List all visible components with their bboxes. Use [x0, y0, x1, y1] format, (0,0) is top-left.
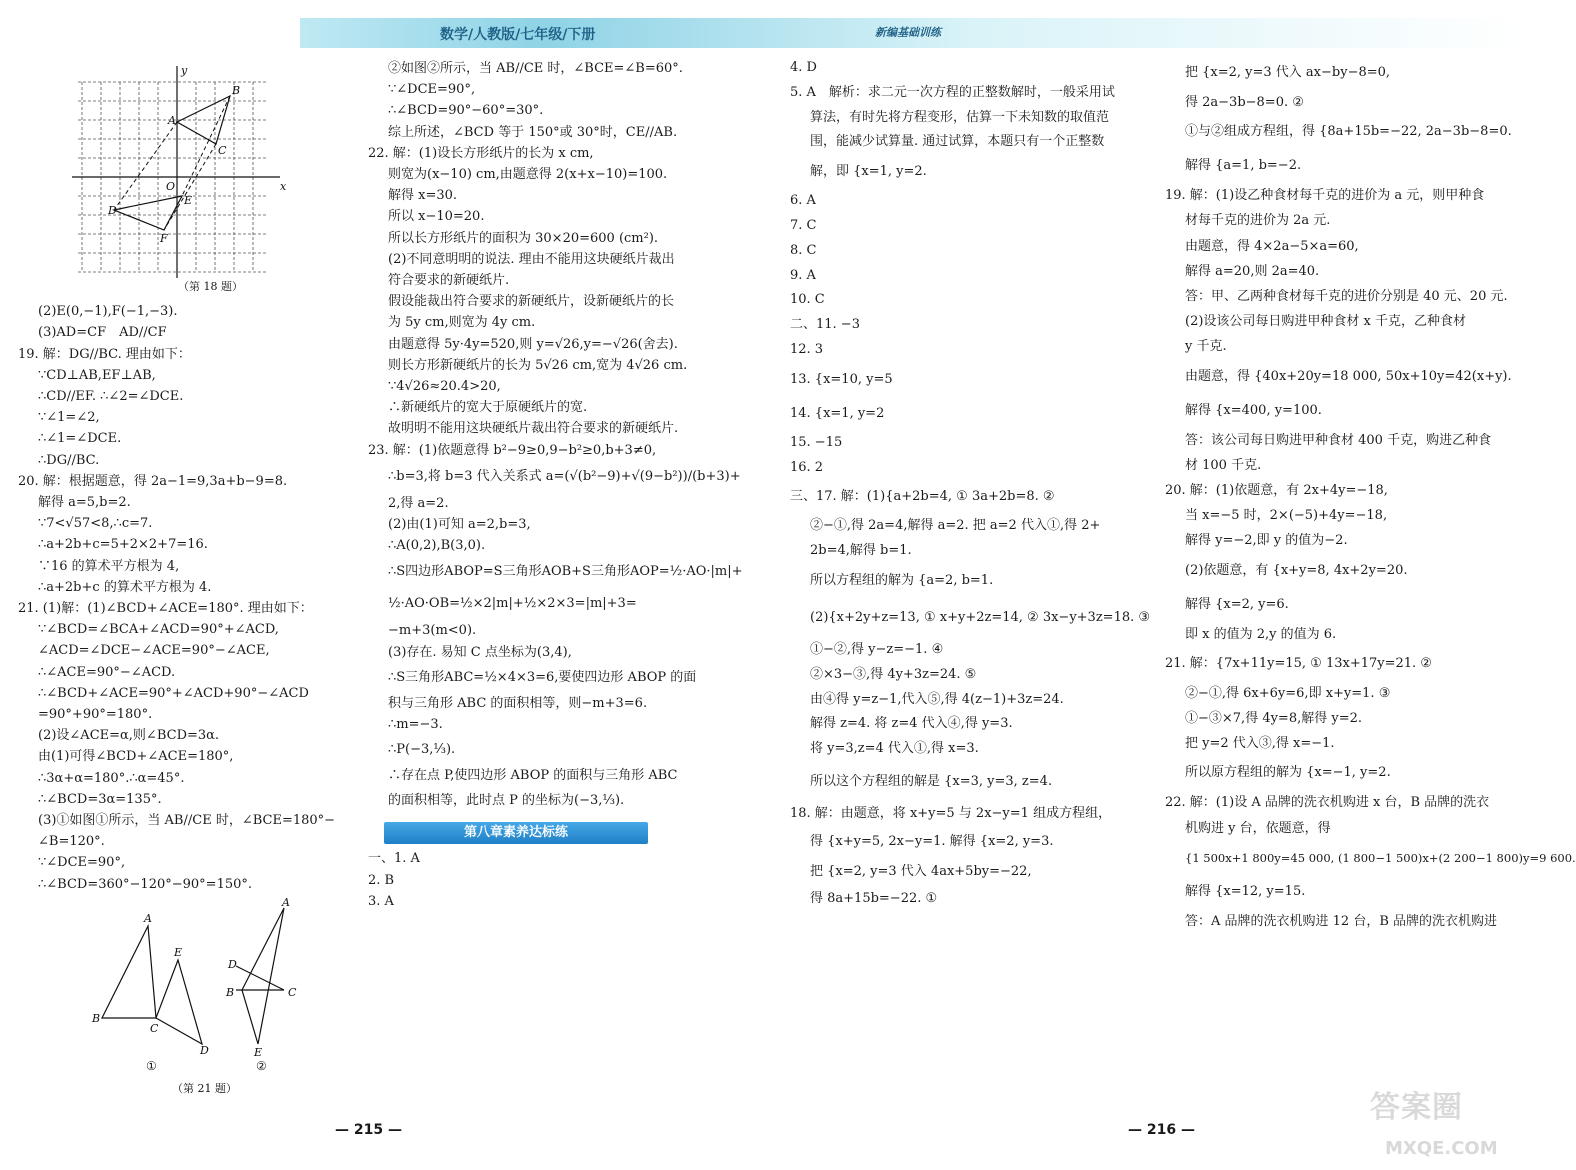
text-line: 把 {x=2, y=3 代入 ax−by−8=0,	[1185, 65, 1391, 80]
svg-text:C: C	[150, 1022, 159, 1035]
text-line: 14. {x=1, y=2	[790, 405, 885, 421]
text-line: 围，能减少试算量. 通过试算，本题只有一个正整数	[810, 134, 1105, 150]
text-line: 21. 解：{7x+11y=15, ① 13x+17y=21. ②	[1165, 655, 1432, 671]
svg-text:O: O	[166, 180, 176, 193]
text-line: 2,得 a=2.	[388, 495, 449, 511]
text-line: 解得 x=30.	[388, 188, 458, 204]
text-line: (2)设该公司每日购进甲种食材 x 千克，乙种食材	[1185, 314, 1467, 330]
text-line: ∴b=3,将 b=3 代入关系式 a=(√(b²−9)+√(9−b²))/(b+3)+	[388, 468, 741, 484]
text-line: ∴∠BCD=90°−60°=30°.	[388, 103, 544, 119]
text-line: 答：该公司每日购进甲种食材 400 千克，购进乙种食	[1185, 432, 1492, 448]
text-line: ∴m=−3.	[388, 717, 443, 733]
text-line: 答：甲、乙两种食材每千克的进价分别是 40 元、20 元.	[1185, 289, 1508, 305]
text-line: ∴∠BCD=3α=135°.	[38, 791, 162, 807]
text-line: 22. 解：(1)设 A 品牌的洗衣机购进 x 台，B 品牌的洗衣	[1165, 795, 1490, 811]
text-line: 解得 {x=12, y=15.	[1185, 883, 1306, 899]
text-line: 7. C	[790, 217, 817, 233]
chapter-8-banner: 第八章素养达标练	[384, 822, 648, 844]
text-line: ∴a+2b+c 的算术平方根为 4.	[38, 579, 212, 595]
text-line: 解得 {x=2, y=6.	[1185, 596, 1289, 612]
text-line: 18. 解：由题意，将 x+y=5 与 2x−y=1 组成方程组，	[790, 805, 1112, 821]
figure-21-triangles	[88, 898, 318, 1098]
column-4	[1165, 56, 1576, 934]
figure-18-coordinate-grid	[68, 62, 288, 302]
text-line: 所以方程组的解为 {a=2, b=1.	[810, 572, 994, 588]
text-line: ∴∠BCD=360°−120°−90°=150°.	[38, 876, 253, 892]
text-line: ∴∠BCD+∠ACE=90°+∠ACD+90°−∠ACD	[38, 685, 309, 701]
text-line: (3)①如图①所示，当 AB//CE 时，∠BCE=180°−	[38, 813, 336, 829]
text-line: 故明明不能用这块硬纸片裁出符合要求的新硬纸片.	[388, 421, 679, 437]
text-line: 8. C	[790, 242, 817, 258]
text-line: 9. A	[790, 267, 816, 283]
text-line: ∴CD//EF. ∴∠2=∠DCE.	[38, 389, 184, 405]
text-line: ②如图②所示，当 AB//CE 时，∠BCE=∠B=60°.	[388, 61, 683, 76]
svg-text:C: C	[288, 986, 297, 999]
text-line: 解得 a=5,b=2.	[38, 495, 131, 511]
text-line: (2){x+2y+z=13, ① x+y+2z=14, ② 3x−y+3z=18. ③	[810, 609, 1151, 625]
column-2	[368, 58, 743, 912]
text-line: 得 {x+y=5, 2x−y=1. 解得 {x=2, y=3.	[810, 833, 1054, 849]
text-line: 12. 3	[790, 341, 824, 357]
text-line: 3. A	[368, 893, 394, 909]
text-line: (2)E(0,−1),F(−1,−3).	[38, 304, 178, 320]
svg-text:D: D	[200, 1044, 209, 1057]
text-line: ½·AO·OB=½×2|m|+½×2×3=|m|+3=	[388, 596, 637, 612]
text-line: 由④得 y=z−1,代入⑤,得 4(z−1)+3z=24.	[810, 691, 1064, 707]
text-line: ②×3−③,得 4y+3z=24. ⑤	[810, 666, 977, 682]
text-line: ∵4√26≈20.4>20,	[388, 379, 501, 395]
text-line: (2)依题意，有 {x+y=8, 4x+2y=20.	[1185, 562, 1408, 578]
text-line: ∴a+2b+c=5+2×2+7=16.	[38, 537, 208, 553]
text-line: ②−①,得 2a=4,解得 a=2. 把 a=2 代入①,得 2+	[810, 518, 1101, 534]
text-line: =90°+90°=180°.	[38, 707, 153, 723]
text-line: 所以这个方程组的解是 {x=3, y=3, z=4.	[810, 773, 1053, 789]
text-line: 二、11. −3	[790, 317, 860, 333]
text-line: 23. 解：(1)依题意得 b²−9≥0,9−b²≥0,b+3≠0,	[368, 442, 657, 458]
text-line: 由(1)可得∠BCD+∠ACE=180°,	[38, 749, 234, 765]
text-line: 21. (1)解：(1)∠BCD+∠ACE=180°. 理由如下：	[18, 601, 313, 617]
text-line: 机购进 y 台，依题意，得	[1185, 820, 1331, 836]
figure-18-caption: （第 18 题）	[178, 280, 243, 293]
text-line: 2. B	[368, 872, 395, 888]
text-line: ∴S三角形ABC=½×4×3=6,要使四边形 ABOP 的面	[388, 669, 697, 685]
text-line: 19. 解：(1)设乙种食材每千克的进价为 a 元，则甲种食	[1165, 188, 1485, 204]
svg-text:x: x	[280, 180, 287, 193]
text-line: 所以原方程组的解为 {x=−1, y=2.	[1185, 765, 1391, 781]
text-line: 把 y=2 代入③,得 x=−1.	[1185, 736, 1335, 752]
text-line: ∴A(0,2),B(3,0).	[388, 538, 486, 554]
svg-text:F: F	[160, 232, 168, 245]
text-line: 即 x 的值为 2,y 的值为 6.	[1185, 626, 1337, 642]
text-line: ∵7<√57<8,∴c=7.	[38, 516, 153, 532]
text-line: −m+3(m<0).	[388, 623, 477, 639]
header-title: 数学/人教版/七年级/下册	[440, 27, 596, 43]
text-line: ∴∠1=∠DCE.	[38, 431, 122, 447]
text-line: 由题意，得 4×2a−5×a=60,	[1185, 238, 1359, 254]
text-line: 解得 y=−2,即 y 的值为−2.	[1185, 533, 1348, 549]
watermark-url: MXQE.COM	[1385, 1138, 1498, 1159]
text-line: 解得 a=20,则 2a=40.	[1185, 263, 1320, 279]
svg-text:B: B	[226, 986, 235, 999]
text-line: 算法，有时先将方程变形，估算一下未知数的取值范	[810, 109, 1110, 125]
text-line: 为 5y cm,则宽为 4y cm.	[388, 315, 536, 331]
text-line: y 千克.	[1185, 339, 1227, 355]
text-line: 20. 解：根据题意，得 2a−1=9,3a+b−9=8.	[18, 473, 288, 489]
text-line: 19. 解：DG//BC. 理由如下：	[18, 346, 191, 362]
text-line: ∴存在点 P,使四边形 ABOP 的面积与三角形 ABC	[388, 768, 678, 784]
text-line: (3)AD=CF AD//CF	[38, 325, 167, 341]
text-line: 综上所述，∠BCD 等于 150°或 30°时，CE//AB.	[388, 124, 678, 140]
text-line: 解得 {x=400, y=100.	[1185, 402, 1322, 418]
text-line: ∴S四边形ABOP=S三角形AOB+S三角形AOP=½·AO·|m|+	[388, 564, 743, 580]
svg-text:A: A	[144, 912, 152, 925]
svg-text:D: D	[108, 204, 117, 217]
text-line: (2)设∠ACE=α,则∠BCD=3α.	[38, 728, 220, 744]
text-line: 材每千克的进价为 2a 元.	[1185, 213, 1331, 229]
svg-text:y: y	[181, 64, 188, 77]
svg-text:E: E	[254, 1046, 263, 1059]
text-line: ∵∠DCE=90°,	[38, 855, 126, 871]
text-line: 则长方形新硬纸片的长为 5√26 cm,宽为 4√26 cm.	[388, 357, 688, 373]
text-line: ②−①,得 6x+6y=6,即 x+y=1. ③	[1185, 685, 1391, 701]
text-line: ∴新硬纸片的宽大于原硬纸片的宽.	[388, 400, 588, 416]
text-line: 把 {x=2, y=3 代入 4ax+5by=−22,	[810, 863, 1032, 879]
text-line: (3)存在. 易知 C 点坐标为(3,4),	[388, 644, 572, 660]
watermark-logo: 答案圈	[1370, 1090, 1463, 1125]
svg-text:A: A	[168, 114, 176, 127]
text-line: 解得 z=4. 将 z=4 代入④,得 y=3.	[810, 716, 1013, 732]
text-line: 解，即 {x=1, y=2.	[810, 164, 927, 180]
text-line: 一、1. A	[368, 851, 420, 867]
svg-text:A: A	[282, 896, 290, 909]
svg-text:E: E	[184, 194, 193, 207]
text-line: ∠B=120°.	[38, 834, 105, 850]
text-line: 将 y=3,z=4 代入①,得 x=3.	[810, 741, 979, 757]
text-line: 22. 解：(1)设长方形纸片的长为 x cm,	[368, 145, 594, 161]
text-line: 材 100 千克.	[1185, 457, 1262, 473]
text-line: 解得 {a=1, b=−2.	[1185, 158, 1302, 174]
text-line: ∵16 的算术平方根为 4,	[38, 558, 180, 574]
text-line: 由题意，得 {40x+20y=18 000, 50x+10y=42(x+y).	[1185, 368, 1512, 384]
figure-21-label-2: ②	[256, 1059, 267, 1073]
svg-text:D: D	[228, 958, 237, 971]
text-line: 的面积相等，此时点 P 的坐标为(−3,⅓).	[388, 793, 625, 809]
column-3	[790, 56, 1150, 912]
text-line: 15. −15	[790, 434, 843, 450]
text-line: ∵∠DCE=90°,	[388, 82, 476, 98]
text-line: ∴DG//BC.	[38, 452, 100, 468]
text-line: 得 8a+15b=−22. ①	[810, 890, 938, 906]
text-line: (2)不同意明明的说法. 理由不能用这块硬纸片裁出	[388, 251, 675, 267]
text-line: ∵∠BCD=∠BCA+∠ACD=90°+∠ACD,	[38, 622, 279, 638]
text-line: 6. A	[790, 193, 816, 209]
text-line: (2)由(1)可知 a=2,b=3,	[388, 517, 531, 533]
text-line: 所以 x−10=20.	[388, 209, 485, 225]
text-line: ∴3α+α=180°.∴α=45°.	[38, 770, 185, 786]
text-line: 由题意得 5y·4y=520,则 y=√26,y=−√26(舍去).	[388, 336, 678, 352]
text-line: 当 x=−5 时，2×(−5)+4y=−18,	[1185, 508, 1388, 524]
svg-text:B: B	[92, 1012, 101, 1025]
text-line: ①与②组成方程组，得 {8a+15b=−22, 2a−3b−8=0.	[1185, 124, 1512, 140]
svg-text:B: B	[232, 84, 241, 97]
svg-text:E: E	[174, 946, 183, 959]
text-line: 三、17. 解：(1){a+2b=4, ① 3a+2b=8. ②	[790, 489, 1055, 505]
text-line: 4. D	[790, 60, 817, 75]
text-line: 符合要求的新硬纸片.	[388, 273, 510, 289]
text-line: ①−③×7,得 4y=8,解得 y=2.	[1185, 711, 1363, 727]
figure-21-label-1: ①	[146, 1059, 157, 1073]
text-line: ∠ACD=∠DCE−∠ACE=90°−∠ACE,	[38, 643, 270, 659]
text-line: 假设能裁出符合要求的新硬纸片，设新硬纸片的长	[388, 294, 675, 310]
text-line: ∵∠1=∠2,	[38, 410, 100, 426]
text-line: 答：A 品牌的洗衣机购进 12 台，B 品牌的洗衣机购进	[1185, 913, 1498, 929]
column-1	[18, 280, 358, 895]
text-line: 积与三角形 ABC 的面积相等，则−m+3=6.	[388, 695, 648, 711]
text-line: 则宽为(x−10) cm,由题意得 2(x+x−10)=100.	[388, 167, 668, 183]
text-line: 得 2a−3b−8=0. ②	[1185, 95, 1304, 110]
text-line: 2b=4,解得 b=1.	[810, 543, 912, 559]
svg-text:C: C	[218, 144, 227, 157]
text-line: 所以长方形纸片的面积为 30×20=600 (cm²).	[388, 230, 659, 246]
text-line: 5. A 解析：求二元一次方程的正整数解时，一般采用试	[790, 84, 1115, 100]
header-brand: 新编基础训练	[875, 26, 941, 39]
text-line: 20. 解：(1)依题意，有 2x+4y=−18,	[1165, 483, 1388, 499]
text-line: ∵CD⊥AB,EF⊥AB,	[38, 367, 156, 383]
text-line: ∴P(−3,⅓).	[388, 742, 456, 758]
text-line: 13. {x=10, y=5	[790, 371, 893, 387]
page-number-left: — 215 —	[335, 1122, 402, 1138]
text-line: ∴∠ACE=90°−∠ACD.	[38, 664, 176, 680]
text-line: 10. C	[790, 292, 825, 308]
page-number-right: — 216 —	[1128, 1122, 1195, 1138]
figure-21-caption: （第 21 题）	[172, 1082, 237, 1095]
text-line: 16. 2	[790, 459, 824, 475]
text-line: ①−②,得 y−z=−1. ④	[810, 641, 944, 657]
text-line: {1 500x+1 800y=45 000, (1 800−1 500)x+(2 200−1 800)y=9 600.	[1185, 850, 1576, 865]
